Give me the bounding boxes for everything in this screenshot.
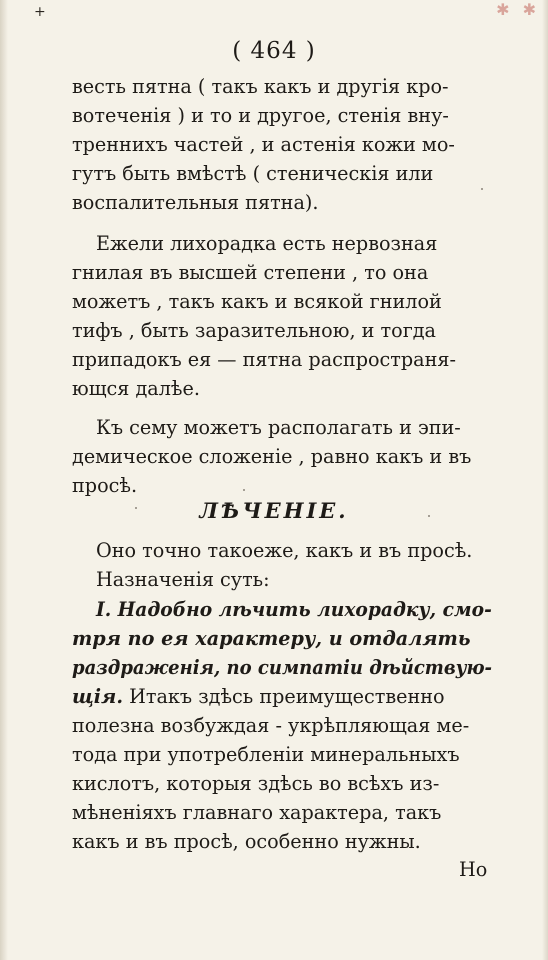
text-line: вотеченія ) и то и другое, стенія вну- [72,104,449,127]
text-line: демическое сложеніе , равно какъ и въ [72,445,472,468]
text-line: весть пятна ( такъ какъ и другія кро- [72,75,449,98]
left-page-edge [0,0,8,960]
roman-run: Итакъ здѣсь преимущественно [123,685,445,708]
text-line: воспалительныя пятна). [72,191,319,214]
text-line: тифъ , быть заразительною, и тогда [72,319,437,342]
text-line: Ежели лихорадка есть нервозная [96,232,438,255]
text-line: какъ и въ просѣ, особенно нужны. [72,830,421,853]
text-line: мѣненіяхъ главнаго характера, такъ [72,801,442,824]
text-line: гутъ быть вмѣстѣ ( стеническія или [72,162,434,185]
section-heading: ЛѢЧЕНІЕ. [199,498,349,523]
paper-speck [428,515,430,517]
paper-speck [135,507,137,509]
text-line: полезна возбуждая - укрѣпляющая ме- [72,714,470,737]
right-page-edge [542,0,548,960]
text-line: кислотъ, которыя здѣсь во всѣхъ из- [72,772,440,795]
text-line: припадокъ ея — пятна распространя- [72,348,456,371]
catchword: Но [459,858,488,881]
text-line: Оно точно такоеже, какъ и въ просѣ. [96,539,473,562]
page-number: ( 464 ) [232,38,316,64]
paper-speck [481,188,483,190]
text-line: ющся далѣе. [72,377,200,400]
text-line: просѣ. [72,474,138,497]
text-line: Къ сему можетъ располагать и эпи- [96,416,461,439]
text-line: Назначенія суть: [96,568,270,591]
text-line: тода при употребленіи минеральныхъ [72,743,460,766]
italic-run: щія. [72,685,124,708]
text-line: гнилая въ высшей степени , то она [72,261,429,284]
corner-stain-right: ✱ ✱ [496,0,540,19]
text-line-mixed [72,685,445,709]
text-line: треннихъ частей , и астенія кожи мо- [72,133,455,156]
corner-mark-left: + [34,4,46,20]
paper-speck [243,489,245,491]
text-line-italic: тря по ея характеру, и отдалять [72,627,471,650]
text-line: можетъ , такъ какъ и всякой гнилой [72,290,442,313]
text-line-italic: раздраженія, по симпатіи дѣйствую- [72,656,493,679]
text-line-italic: I. Надобно лѣчить лихорадку, смо- [96,598,492,621]
